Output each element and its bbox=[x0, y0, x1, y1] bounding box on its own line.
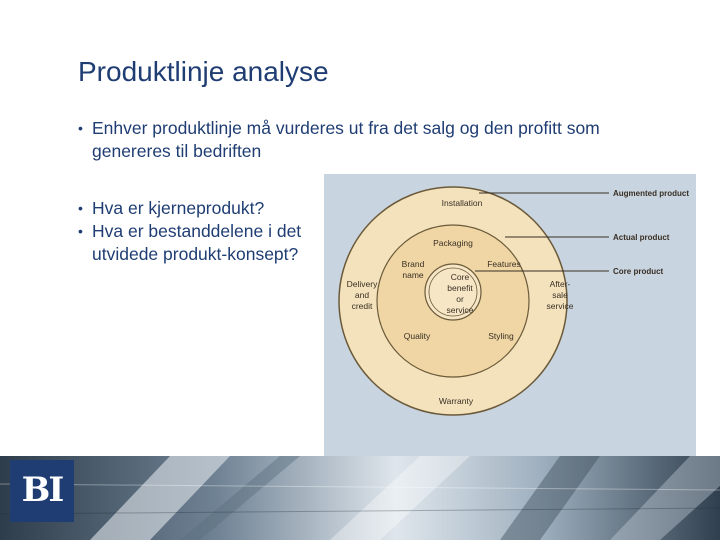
footer-photo-band bbox=[0, 456, 720, 540]
product-levels-diagram bbox=[324, 174, 696, 456]
bullet-dot: • bbox=[78, 200, 83, 216]
intro-bullet-text: Enhver produktlinje må vurderes ut fra det salg og den profitt som genereres til bedriften bbox=[92, 118, 600, 161]
delivery-label: and bbox=[354, 290, 370, 300]
intro-bullet-list bbox=[78, 117, 638, 163]
warranty-label: Warranty bbox=[438, 396, 474, 406]
installation-label: Installation bbox=[441, 198, 483, 208]
bullet-dot: • bbox=[78, 223, 83, 239]
intro-bullet bbox=[78, 117, 638, 163]
slide-title: Produktlinje analyse bbox=[78, 56, 329, 87]
quality-label: Quality bbox=[403, 331, 431, 341]
question-bullet-list bbox=[78, 197, 318, 266]
brand-name-label: name bbox=[402, 270, 424, 280]
bi-logo-text: BI bbox=[21, 470, 63, 510]
question-bullet bbox=[78, 220, 318, 266]
core-product-label: Core product bbox=[613, 267, 664, 276]
delivery-label: Delivery bbox=[346, 279, 378, 289]
question-bullet-text: Hva er kjerneprodukt? bbox=[92, 198, 265, 218]
after-sale-label: service bbox=[546, 301, 574, 311]
delivery-label: credit bbox=[351, 301, 373, 311]
after-sale-label: sale bbox=[552, 290, 568, 300]
packaging-label: Packaging bbox=[433, 238, 473, 248]
question-bullet bbox=[78, 197, 318, 220]
bi-logo bbox=[10, 460, 74, 522]
core-benefit-label: or bbox=[456, 294, 464, 304]
actual-product-label: Actual product bbox=[613, 233, 670, 242]
features-label: Features bbox=[487, 259, 521, 269]
styling-label: Styling bbox=[488, 331, 514, 341]
bullet-dot: • bbox=[78, 120, 83, 136]
after-sale-label: After- bbox=[549, 279, 571, 289]
question-bullet-text: Hva er bestanddelene i det utvidede produkt-konsept? bbox=[92, 221, 302, 264]
augmented-product-label: Augmented product bbox=[613, 189, 689, 198]
core-benefit-label: Core bbox=[450, 272, 470, 282]
core-benefit-label: benefit bbox=[447, 283, 473, 293]
core-benefit-label: service bbox=[446, 305, 474, 315]
brand-name-label: Brand bbox=[401, 259, 425, 269]
